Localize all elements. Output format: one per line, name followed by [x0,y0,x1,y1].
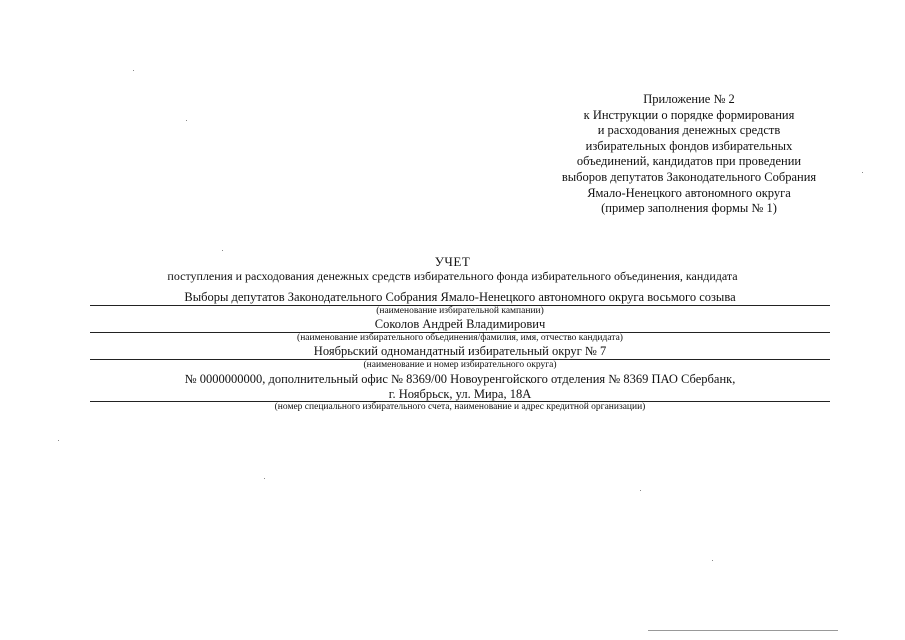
appendix-line-2: к Инструкции о порядке формирования [583,107,795,122]
district-name-hint: (наименование и номер избирательного округа) [363,360,557,370]
scan-speck [222,250,223,251]
account-value-line-2: г. Ноябрьск, ул. Мира, 18А [388,387,532,401]
appendix-line-5: объединений, кандидатов при проведении [576,154,802,169]
appendix-block [548,92,830,217]
bottom-edge-line [648,630,838,631]
scan-speck [640,490,641,491]
candidate-name-value: Соколов Андрей Владимирович [374,317,546,331]
document-subtitle: поступления и расходования денежных средств избирательного фонда избирательного объединения, кандидата [167,269,738,283]
scan-speck [133,70,134,71]
campaign-name-value: Выборы депутатов Законодательного Собрания Ямало-Ненецкого автономного округа восьмого созыва [184,290,736,304]
document-title: УЧЕТ [434,254,471,269]
campaign-name-hint: (наименование избирательной кампании) [376,306,544,316]
appendix-line-8: (пример заполнения формы № 1) [601,201,777,216]
appendix-line-6: выборов депутатов Законодательного Собрания [561,169,817,184]
scan-speck [186,120,187,121]
district-name-value: Ноябрьский одномандатный избирательный округ № 7 [313,344,607,358]
account-value-line-1: № 0000000000, дополнительный офис № 8369/00 Новоуренгойского отделения № 8369 ПАО Сбербанк, [184,372,736,386]
scan-speck [862,172,863,173]
scan-speck [264,478,265,479]
appendix-line-1: Приложение № 2 [643,92,735,106]
candidate-name-hint: (наименование избирательного объединения/фамилия, имя, отчество кандидата) [297,333,623,343]
scan-speck [58,440,59,441]
appendix-line-7: Ямало-Ненецкого автономного округа [587,185,791,200]
appendix-line-4: избирательных фондов избирательных [585,138,793,153]
appendix-line-3: и расходования денежных средств [597,123,781,138]
account-hint: (номер специального избирательного счета, наименование и адрес кредитной организации) [274,402,646,412]
scan-speck [712,560,713,561]
